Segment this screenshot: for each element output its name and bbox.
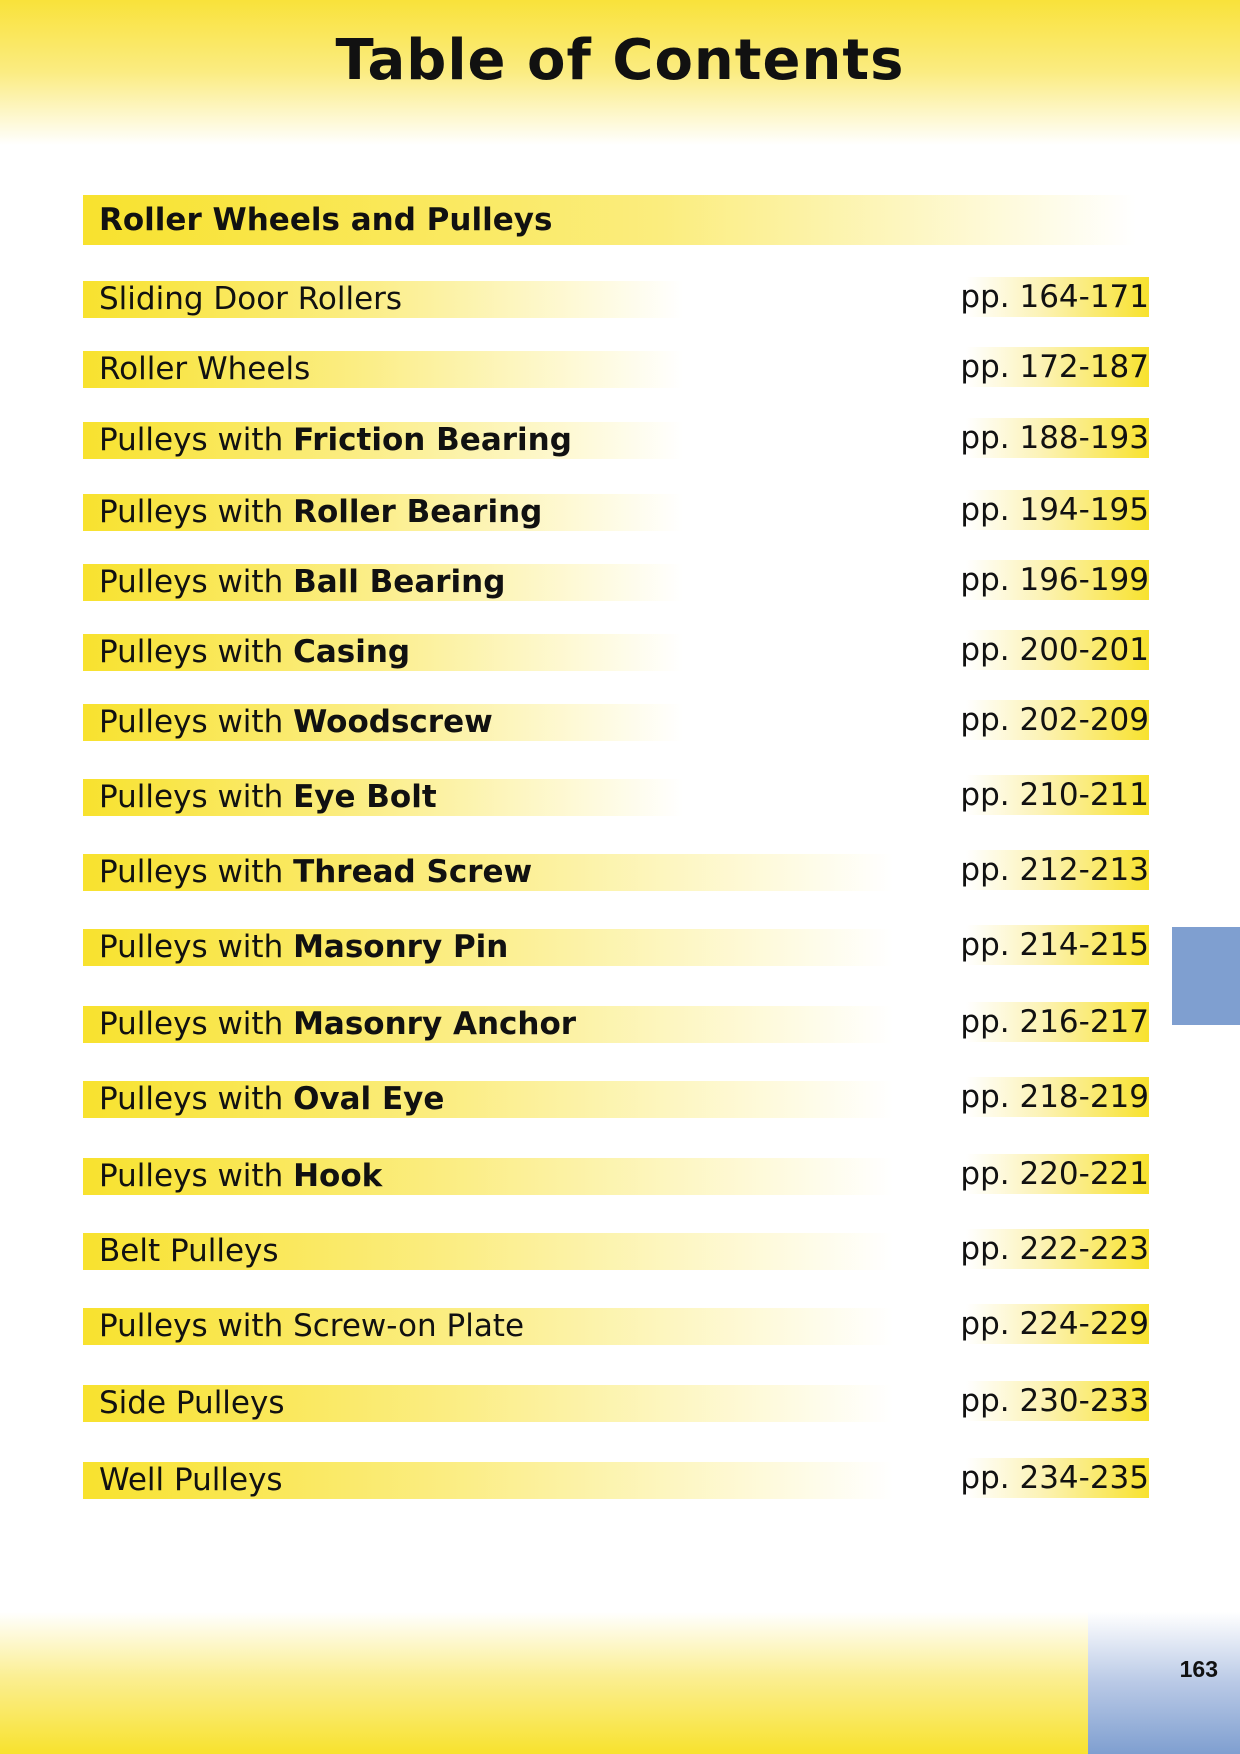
page-range: pp. 194-195 — [960, 492, 1149, 528]
toc-entry-eye-bolt[interactable] — [0, 775, 1240, 815]
page-range: pp. 202-209 — [960, 702, 1149, 738]
page-range: pp. 234-235 — [960, 1460, 1149, 1496]
entry-label-emphasis: Oval Eye — [293, 1081, 445, 1117]
toc-entry-woodscrew[interactable] — [0, 700, 1240, 740]
toc-entry-ball-bearing[interactable] — [0, 560, 1240, 600]
entry-label — [99, 1154, 382, 1198]
page-range: pp. 212-213 — [960, 852, 1149, 888]
toc-entry-roller-wheels[interactable] — [0, 347, 1240, 387]
entry-label-emphasis: Masonry Anchor — [293, 1006, 577, 1042]
toc-entry-well-pulleys[interactable] — [0, 1458, 1240, 1498]
entry-label-emphasis: Masonry Pin — [293, 929, 509, 965]
entry-label-prefix: Pulleys with — [99, 704, 294, 740]
toc-entry-side-pulleys[interactable] — [0, 1381, 1240, 1421]
entry-label — [99, 700, 493, 744]
page-range: pp. 222-223 — [960, 1231, 1149, 1267]
toc-entry-casing[interactable] — [0, 630, 1240, 670]
entry-label-prefix: Pulleys with — [99, 422, 294, 458]
toc-entry-belt-pulleys[interactable] — [0, 1229, 1240, 1269]
entry-label — [99, 1304, 524, 1348]
section-tab-marker — [1172, 927, 1240, 1025]
entry-label — [99, 1077, 444, 1121]
entry-label-emphasis: Friction Bearing — [293, 422, 572, 458]
page-range: pp. 172-187 — [960, 349, 1149, 385]
page-range: pp. 224-229 — [960, 1306, 1149, 1342]
page-range: pp. 214-215 — [960, 927, 1149, 963]
entry-label-emphasis: Hook — [293, 1158, 383, 1194]
entry-label — [99, 630, 410, 674]
entry-label-prefix: Pulleys with — [99, 634, 294, 670]
toc-entry-roller-bearing[interactable] — [0, 490, 1240, 530]
entry-label-prefix: Pulleys with — [99, 779, 294, 815]
entry-label — [99, 1229, 279, 1273]
entry-label-emphasis: Woodscrew — [293, 704, 493, 740]
page-range: pp. 188-193 — [960, 420, 1149, 456]
entry-label-prefix: Pulleys with — [99, 494, 294, 530]
page-range: pp. 200-201 — [960, 632, 1149, 668]
page-corner-block — [1088, 1612, 1240, 1754]
entry-label-emphasis: Ball Bearing — [293, 564, 506, 600]
entry-label-prefix: Pulleys with — [99, 1158, 294, 1194]
entry-label-prefix: Pulleys with — [99, 854, 294, 890]
toc-entry-masonry-pin[interactable] — [0, 925, 1240, 965]
page-range: pp. 164-171 — [960, 279, 1149, 315]
toc-entry-screw-on-plate[interactable] — [0, 1304, 1240, 1344]
entry-label — [99, 925, 508, 969]
page-range: pp. 210-211 — [960, 777, 1149, 813]
entry-label — [99, 418, 572, 462]
toc-entry-thread-screw[interactable] — [0, 850, 1240, 890]
toc-entry-friction-bearing[interactable] — [0, 418, 1240, 458]
entry-label — [99, 1381, 285, 1425]
entry-label — [99, 850, 532, 894]
entry-label — [99, 490, 542, 534]
entry-label-prefix: Sliding Door Rollers — [99, 281, 403, 317]
page-range: pp. 218-219 — [960, 1079, 1149, 1115]
entry-label-prefix: Well Pulleys — [99, 1462, 283, 1498]
entry-label-prefix: Pulleys with — [99, 1006, 294, 1042]
toc-entry-hook[interactable] — [0, 1154, 1240, 1194]
page-number: 163 — [1179, 1656, 1218, 1682]
toc-entry-sliding-door-rollers[interactable] — [0, 277, 1240, 317]
entry-label — [99, 560, 505, 604]
entry-label — [99, 277, 402, 321]
entry-label — [99, 347, 310, 391]
footer-band — [0, 1612, 1088, 1754]
entry-label — [99, 1002, 576, 1046]
page-range: pp. 216-217 — [960, 1004, 1149, 1040]
entry-label-prefix: Pulleys with Screw-on Plate — [99, 1308, 525, 1344]
section-header — [83, 195, 1136, 245]
entry-label-emphasis: Thread Screw — [293, 854, 533, 890]
entry-label-prefix: Pulleys with — [99, 564, 294, 600]
page-range: pp. 196-199 — [960, 562, 1149, 598]
entry-label-prefix: Side Pulleys — [99, 1385, 285, 1421]
page-title: Table of Contents — [335, 28, 905, 93]
entry-label-emphasis: Casing — [293, 634, 411, 670]
entry-label-emphasis: Eye Bolt — [293, 779, 437, 815]
toc-entry-oval-eye[interactable] — [0, 1077, 1240, 1117]
page-range: pp. 220-221 — [960, 1156, 1149, 1192]
entry-label-prefix: Pulleys with — [99, 929, 294, 965]
page-range: pp. 230-233 — [960, 1383, 1149, 1419]
entry-label-emphasis: Roller Bearing — [293, 494, 543, 530]
entry-label-prefix: Belt Pulleys — [99, 1233, 279, 1269]
entry-label-prefix: Pulleys with — [99, 1081, 294, 1117]
entry-label — [99, 775, 437, 819]
entry-label — [99, 1458, 283, 1502]
toc-entry-masonry-anchor[interactable] — [0, 1002, 1240, 1042]
section-title: Roller Wheels and Pulleys — [99, 202, 553, 238]
entry-label-prefix: Roller Wheels — [99, 351, 311, 387]
